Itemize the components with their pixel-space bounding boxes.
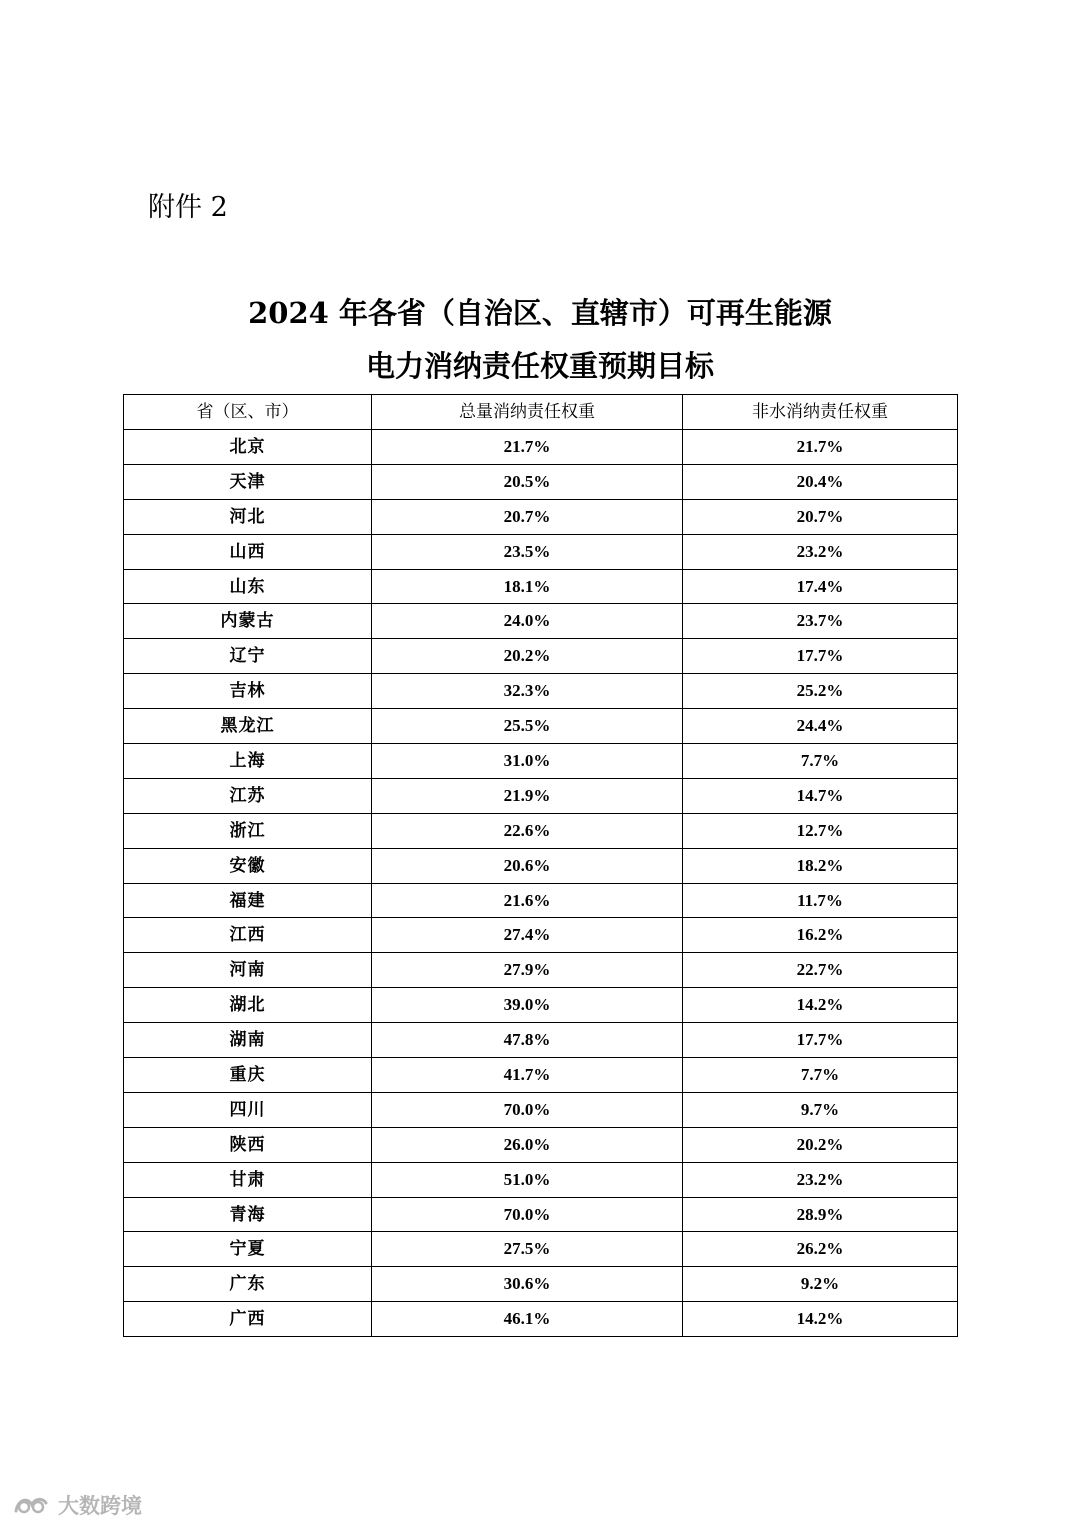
table-row xyxy=(124,848,958,883)
total-weight-cell: 21.6% xyxy=(372,883,683,918)
non-hydro-weight-cell: 11.7% xyxy=(683,883,958,918)
header-total-weight: 总量消纳责任权重 xyxy=(372,395,683,430)
non-hydro-weight-cell: 9.7% xyxy=(683,1092,958,1127)
header-region: 省（区、市） xyxy=(124,395,372,430)
table-row xyxy=(124,674,958,709)
non-hydro-weight-cell: 14.7% xyxy=(683,778,958,813)
table-row xyxy=(124,918,958,953)
table-row xyxy=(124,1127,958,1162)
non-hydro-weight-cell: 28.9% xyxy=(683,1197,958,1232)
non-hydro-weight-cell: 24.4% xyxy=(683,709,958,744)
region-cell: 青海 xyxy=(124,1197,372,1232)
table-row xyxy=(124,1197,958,1232)
non-hydro-weight-cell: 9.2% xyxy=(683,1267,958,1302)
table-row xyxy=(124,988,958,1023)
total-weight-cell: 22.6% xyxy=(372,813,683,848)
table-row xyxy=(124,639,958,674)
non-hydro-weight-cell: 17.4% xyxy=(683,569,958,604)
region-cell: 湖南 xyxy=(124,1023,372,1058)
table-row xyxy=(124,464,958,499)
non-hydro-weight-cell: 20.4% xyxy=(683,464,958,499)
non-hydro-weight-cell: 18.2% xyxy=(683,848,958,883)
total-weight-cell: 18.1% xyxy=(372,569,683,604)
table-row xyxy=(124,430,958,465)
region-cell: 四川 xyxy=(124,1092,372,1127)
non-hydro-weight-cell: 25.2% xyxy=(683,674,958,709)
weights-table xyxy=(123,394,958,1337)
region-cell: 陕西 xyxy=(124,1127,372,1162)
region-cell: 甘肃 xyxy=(124,1162,372,1197)
non-hydro-weight-cell: 7.7% xyxy=(683,1058,958,1093)
total-weight-cell: 39.0% xyxy=(372,988,683,1023)
total-weight-cell: 27.5% xyxy=(372,1232,683,1267)
region-cell: 吉林 xyxy=(124,674,372,709)
non-hydro-weight-cell: 17.7% xyxy=(683,1023,958,1058)
total-weight-cell: 70.0% xyxy=(372,1092,683,1127)
region-cell: 广西 xyxy=(124,1302,372,1337)
bird-logo-icon xyxy=(12,1493,52,1517)
table-row xyxy=(124,1162,958,1197)
table-row xyxy=(124,1302,958,1337)
total-weight-cell: 47.8% xyxy=(372,1023,683,1058)
total-weight-cell: 46.1% xyxy=(372,1302,683,1337)
total-weight-cell: 20.7% xyxy=(372,499,683,534)
non-hydro-weight-cell: 14.2% xyxy=(683,988,958,1023)
total-weight-cell: 32.3% xyxy=(372,674,683,709)
watermark xyxy=(12,1490,142,1520)
region-cell: 河南 xyxy=(124,953,372,988)
table-body xyxy=(124,430,958,1337)
document-title-line-2: 电力消纳责任权重预期目标 xyxy=(365,349,714,383)
total-weight-cell: 25.5% xyxy=(372,709,683,744)
non-hydro-weight-cell: 16.2% xyxy=(683,918,958,953)
non-hydro-weight-cell: 26.2% xyxy=(683,1232,958,1267)
table-row xyxy=(124,953,958,988)
total-weight-cell: 21.7% xyxy=(372,430,683,465)
non-hydro-weight-cell: 23.2% xyxy=(683,534,958,569)
total-weight-cell: 27.9% xyxy=(372,953,683,988)
non-hydro-weight-cell: 23.7% xyxy=(683,604,958,639)
non-hydro-weight-cell: 7.7% xyxy=(683,744,958,779)
region-cell: 北京 xyxy=(124,430,372,465)
total-weight-cell: 27.4% xyxy=(372,918,683,953)
table-row xyxy=(124,499,958,534)
total-weight-cell: 41.7% xyxy=(372,1058,683,1093)
region-cell: 内蒙古 xyxy=(124,604,372,639)
table-row xyxy=(124,778,958,813)
region-cell: 浙江 xyxy=(124,813,372,848)
region-cell: 山西 xyxy=(124,534,372,569)
total-weight-cell: 24.0% xyxy=(372,604,683,639)
table-header-row xyxy=(124,395,958,430)
watermark-text: 大数跨境 xyxy=(58,1494,142,1518)
region-cell: 天津 xyxy=(124,464,372,499)
region-cell: 福建 xyxy=(124,883,372,918)
region-cell: 湖北 xyxy=(124,988,372,1023)
non-hydro-weight-cell: 17.7% xyxy=(683,639,958,674)
table-row xyxy=(124,604,958,639)
region-cell: 江苏 xyxy=(124,778,372,813)
header-non-hydro-weight: 非水消纳责任权重 xyxy=(683,395,958,430)
table-row xyxy=(124,1023,958,1058)
region-cell: 宁夏 xyxy=(124,1232,372,1267)
table-row xyxy=(124,744,958,779)
table-row xyxy=(124,534,958,569)
non-hydro-weight-cell: 23.2% xyxy=(683,1162,958,1197)
non-hydro-weight-cell: 20.2% xyxy=(683,1127,958,1162)
non-hydro-weight-cell: 20.7% xyxy=(683,499,958,534)
region-cell: 辽宁 xyxy=(124,639,372,674)
region-cell: 上海 xyxy=(124,744,372,779)
non-hydro-weight-cell: 12.7% xyxy=(683,813,958,848)
total-weight-cell: 31.0% xyxy=(372,744,683,779)
total-weight-cell: 20.2% xyxy=(372,639,683,674)
total-weight-cell: 20.6% xyxy=(372,848,683,883)
total-weight-cell: 20.5% xyxy=(372,464,683,499)
total-weight-cell: 23.5% xyxy=(372,534,683,569)
region-cell: 河北 xyxy=(124,499,372,534)
region-cell: 江西 xyxy=(124,918,372,953)
non-hydro-weight-cell: 22.7% xyxy=(683,953,958,988)
table-row xyxy=(124,569,958,604)
table-row xyxy=(124,813,958,848)
total-weight-cell: 26.0% xyxy=(372,1127,683,1162)
non-hydro-weight-cell: 21.7% xyxy=(683,430,958,465)
table-row xyxy=(124,709,958,744)
total-weight-cell: 30.6% xyxy=(372,1267,683,1302)
attachment-label: 附件 2 xyxy=(148,192,228,223)
table-row xyxy=(124,1058,958,1093)
region-cell: 重庆 xyxy=(124,1058,372,1093)
non-hydro-weight-cell: 14.2% xyxy=(683,1302,958,1337)
region-cell: 山东 xyxy=(124,569,372,604)
table-row xyxy=(124,1232,958,1267)
total-weight-cell: 21.9% xyxy=(372,778,683,813)
total-weight-cell: 51.0% xyxy=(372,1162,683,1197)
document-title-line-1: 2024 年各省（自治区、直辖市）可再生能源 xyxy=(248,296,832,330)
table-row xyxy=(124,883,958,918)
total-weight-cell: 70.0% xyxy=(372,1197,683,1232)
region-cell: 安徽 xyxy=(124,848,372,883)
region-cell: 黑龙江 xyxy=(124,709,372,744)
region-cell: 广东 xyxy=(124,1267,372,1302)
table-row xyxy=(124,1267,958,1302)
table-row xyxy=(124,1092,958,1127)
